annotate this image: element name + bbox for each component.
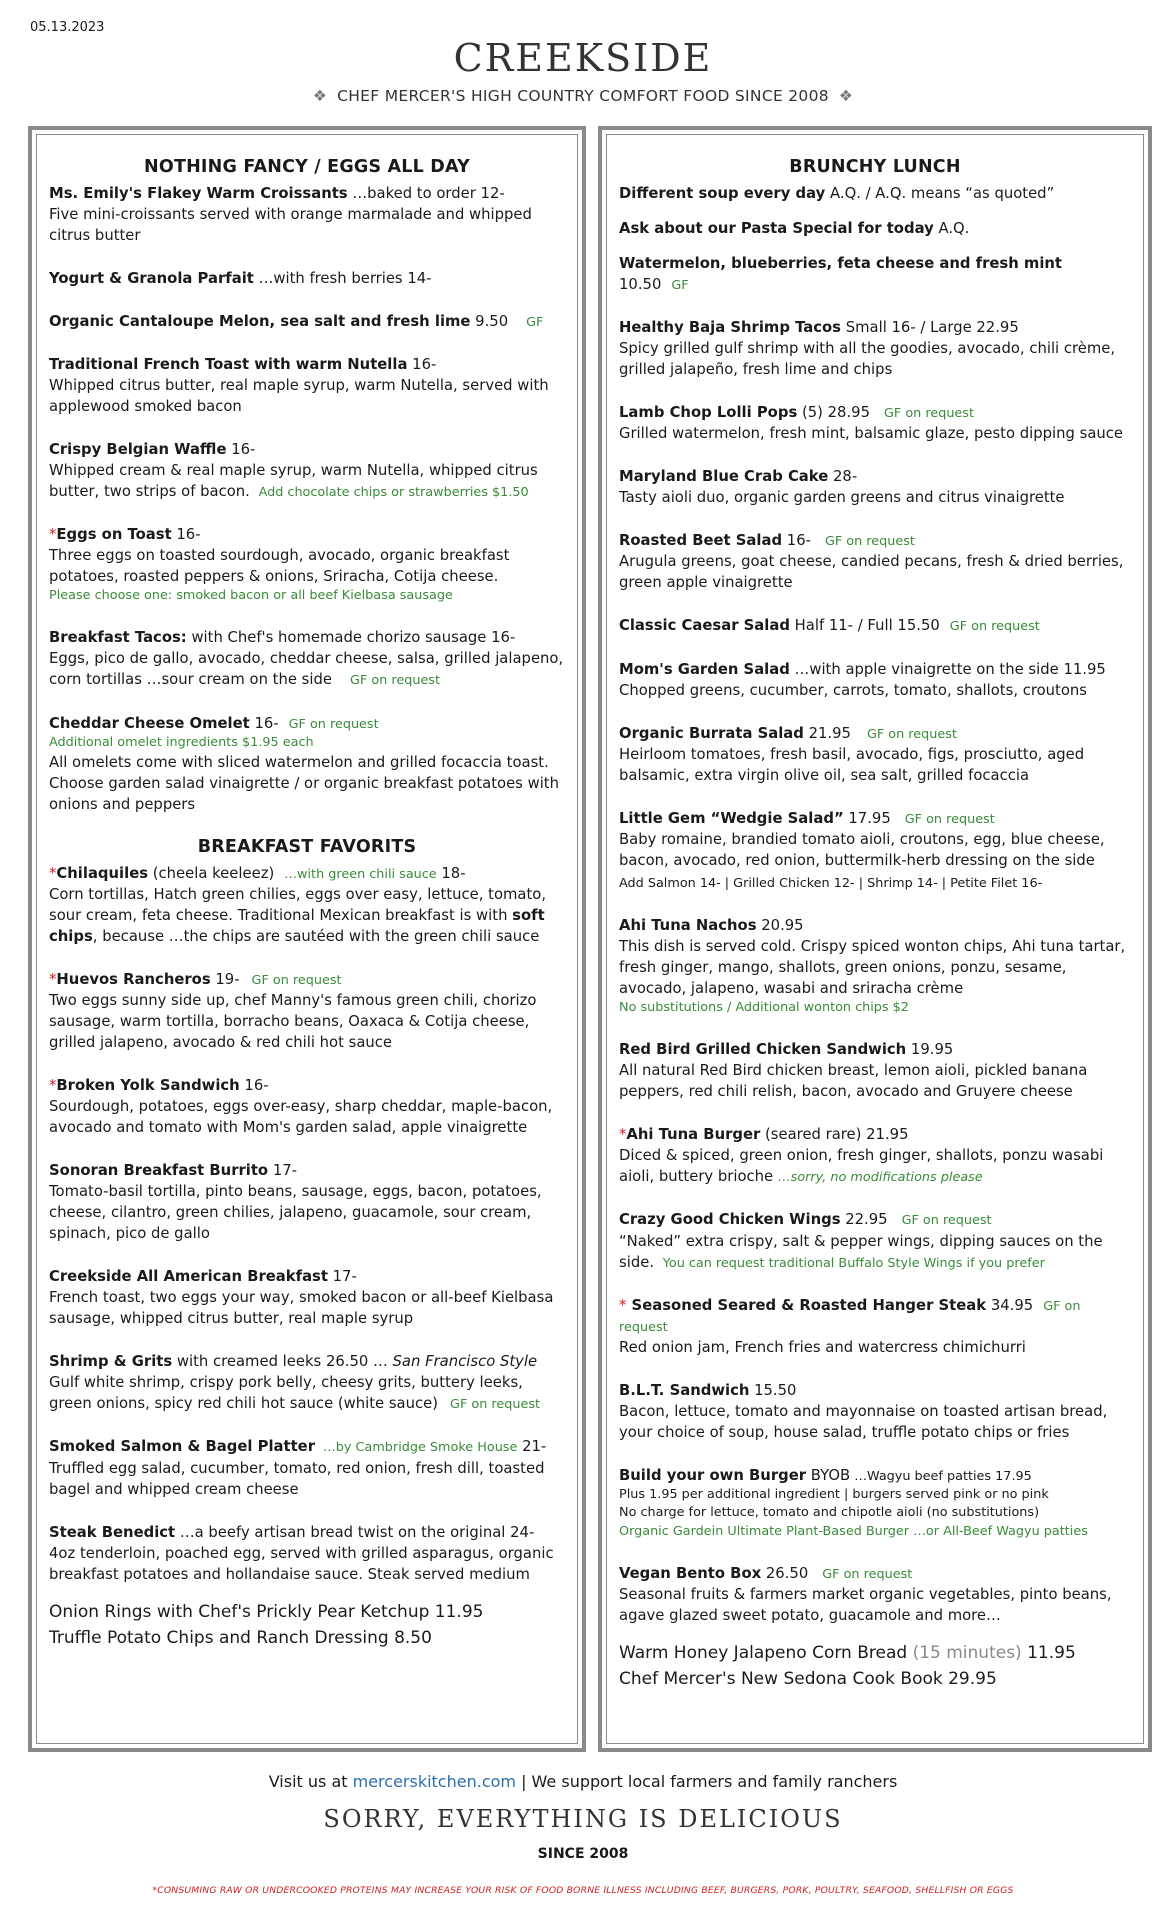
footer-visit: Visit us at mercerskitchen.com | We support local farmers and family ranchers	[268, 1772, 898, 1791]
menu-item-garden-salad	[619, 659, 1131, 701]
menu-item-breakfast-tacos	[49, 627, 565, 690]
item-price: 21-	[517, 1438, 547, 1456]
ornament-icon: ❖	[838, 87, 854, 105]
item-price: 19.95	[906, 1041, 954, 1059]
menu-item-vegan-bento	[619, 1563, 1131, 1626]
menu-item-salmon-bagel	[49, 1436, 565, 1499]
item-name: Healthy Baja Shrimp Tacos	[619, 319, 841, 337]
menu-item-beet-salad	[619, 530, 1131, 593]
raw-warning-star: *	[49, 526, 57, 544]
menu-item-soup	[619, 183, 1131, 204]
raw-warning-star: *	[49, 864, 57, 882]
item-name: Crispy Belgian Waffle	[49, 441, 227, 459]
item-description: Seasonal fruits & farmers market organic vegetables, pinto beans, agave glazed sweet potato, guacamole and more…	[619, 1585, 1112, 1624]
footer-since: SINCE 2008	[537, 1846, 629, 1862]
item-price: 17.95	[843, 809, 891, 827]
item-price: 16-	[171, 526, 201, 544]
side-truffle-chips: Truffle Potato Chips and Ranch Dressing 8.50	[49, 1627, 432, 1648]
raw-warning-star: *	[49, 1077, 57, 1095]
item-price: 19-	[210, 971, 240, 989]
item-price: 17-	[327, 1268, 357, 1286]
item-price: …baked to order 12-	[347, 185, 505, 202]
section-title-favorites: BREAKFAST FAVORITS	[197, 836, 417, 857]
side-onion-rings: Onion Rings with Chef's Prickly Pear Ketchup 11.95	[49, 1601, 484, 1622]
side-corn-bread: Warm Honey Jalapeno Corn Bread (15 minutes) 11.95	[619, 1642, 1076, 1663]
item-description: Gulf white shrimp, crispy pork belly, cheesy grits, buttery leeks, green onions, spicy red chili hot sauce (white sauce) GF on request	[49, 1374, 541, 1413]
item-name: Watermelon, blueberries, feta cheese and fresh mint	[619, 255, 1063, 272]
item-name: Chilaquiles	[56, 864, 149, 882]
menu-item-wedgie-salad	[619, 808, 1131, 893]
item-description: All omelets come with sliced watermelon and grilled focaccia toast. Choose garden salad vinaigrette / or organic breakfast potatoes with onions and peppers	[49, 753, 559, 813]
item-description: All natural Red Bird chicken breast, lemon aioli, pickled banana peppers, red chili relish, bacon, avocado and Gruyere cheese	[619, 1062, 1088, 1101]
menu-item-chicken-sandwich	[619, 1039, 1131, 1102]
item-note: You can request traditional Buffalo Style Wings if you prefer	[662, 1255, 1045, 1271]
menu-item-baja-tacos	[619, 317, 1131, 380]
menu-item-caesar	[619, 615, 1131, 636]
item-description: Red onion jam, French fries and watercress chimichurri	[619, 1339, 1026, 1357]
item-name: Vegan Bento Box	[619, 1564, 762, 1582]
item-price: A.Q.	[933, 220, 970, 237]
item-price: (5) 28.95	[797, 404, 870, 422]
salad-addons: Add Salmon 14- | Grilled Chicken 12- | Shrimp 14- | Petite Filet 16-	[619, 875, 1043, 891]
item-name: Creekside All American Breakfast	[49, 1268, 328, 1286]
item-description: Diced & spiced, green onion, fresh ginger, shallots, ponzu wasabi aioli, buttery brioche …sorry, no modifications please	[619, 1147, 1104, 1186]
menu-item-eggs-on-toast	[49, 524, 565, 605]
item-name: Breakfast Tacos:	[49, 629, 187, 647]
item-price: 16-	[407, 356, 437, 374]
sides-list	[49, 1599, 565, 1652]
gf-badge: GF on request	[824, 534, 915, 550]
item-name: Classic Caesar Salad	[619, 617, 790, 635]
item-description: Five mini-croissants served with orange marmalade and whipped citrus butter	[49, 206, 532, 244]
item-code: BYOB	[806, 1467, 851, 1485]
menu-item-chilaquiles	[49, 863, 565, 947]
item-description: 4oz tenderloin, poached egg, served with grilled asparagus, organic breakfast potatoes and hollandaise sauce. Steak served medium	[49, 1544, 554, 1583]
item-price: with Chef's homemade chorizo sausage 16-	[186, 629, 516, 647]
menu-item-pasta	[619, 218, 1131, 239]
section-title-brunchy-lunch: BRUNCHY LUNCH	[789, 157, 961, 177]
item-description: Chopped greens, cucumber, carrots, tomato, shallots, croutons	[619, 681, 1087, 699]
item-note: …with green chili sauce	[284, 866, 437, 882]
menu-item-lamb-chops	[619, 402, 1131, 444]
gf-badge: GF on request	[901, 1213, 992, 1229]
menu-item-melon	[49, 311, 565, 332]
menu-item-crab-cake	[619, 466, 1131, 508]
item-name: Little Gem “Wedgie Salad”	[619, 809, 844, 827]
item-price: 16-	[782, 532, 811, 550]
item-description: Spicy grilled gulf shrimp with all the goodies, avocado, chili crème, grilled jalapeño, fresh lime and chips	[619, 340, 1116, 379]
gf-badge: GF on request	[288, 716, 379, 732]
menu-item-chicken-wings	[619, 1209, 1131, 1272]
item-price: 16-	[239, 1077, 269, 1095]
item-name: Yogurt & Granola Parfait	[49, 270, 254, 287]
side-cook-book: Chef Mercer's New Sedona Cook Book 29.95	[619, 1669, 997, 1690]
sides-list	[619, 1640, 1131, 1693]
menu-item-tuna-burger	[619, 1124, 1131, 1187]
item-price: 9.50	[470, 313, 509, 330]
item-style: San Francisco Style	[392, 1353, 538, 1371]
item-name: Smoked Salmon & Bagel Platter	[49, 1438, 315, 1456]
restaurant-brand: CREEKSIDE	[453, 36, 713, 80]
section-title-eggs: NOTHING FANCY / EGGS ALL DAY	[144, 157, 470, 177]
item-description: This dish is served cold. Crispy spiced wonton chips, Ahi tuna tartar, fresh ginger, mango, shallots, green onions, ponzu, sesame, avocado, jalapeno, wasabi and sriracha crème	[619, 938, 1126, 998]
menu-item-parfait	[49, 268, 565, 289]
item-name: Maryland Blue Crab Cake	[619, 468, 829, 486]
item-price: …Wagyu beef patties 17.95	[850, 1469, 1032, 1485]
item-note: Please choose one: smoked bacon or all beef Kielbasa sausage	[49, 588, 453, 604]
gf-badge: GF on request	[450, 1397, 541, 1413]
item-price: 17-	[268, 1162, 297, 1180]
item-name: Steak Benedict	[49, 1523, 176, 1541]
item-name: Seasoned Seared & Roasted Hanger Steak	[626, 1296, 987, 1314]
menu-item-huevos-rancheros	[49, 969, 565, 1053]
item-name: Shrimp & Grits	[49, 1353, 173, 1371]
gf-badge: GF on request	[949, 619, 1040, 635]
item-name: Lamb Chop Lolli Pops	[619, 404, 798, 422]
item-description: Plus 1.95 per additional ingredient | burgers served pink or no pink	[619, 1487, 1049, 1503]
item-price: …a beefy artisan bread twist on the original 24-	[175, 1523, 535, 1541]
item-description: Truffled egg salad, cucumber, tomato, red onion, fresh dill, toasted bagel and whipped cream cheese	[49, 1459, 545, 1498]
website-link[interactable]: mercerskitchen.com	[352, 1772, 516, 1791]
item-name: Eggs on Toast	[56, 526, 172, 544]
item-price: Half 11- / Full 15.50	[789, 617, 940, 635]
gf-badge: GF on request	[251, 973, 342, 989]
gf-badge: GF on request	[822, 1566, 913, 1582]
item-price: 28-	[828, 468, 858, 486]
item-name: Build your own Burger	[619, 1467, 807, 1485]
menu-item-croissants	[49, 183, 565, 246]
menu-item-waffle	[49, 439, 565, 502]
raw-warning-star: *	[619, 1296, 627, 1314]
item-description: Grilled watermelon, fresh mint, balsamic glaze, pesto dipping sauce	[619, 425, 1124, 443]
item-price: 34.95	[986, 1296, 1034, 1314]
item-description: Tomato-basil tortilla, pinto beans, sausage, eggs, bacon, potatoes, cheese, cilantro, green chilies, jalapeno, guacamole, sour cream, spinach, pico de gallo	[49, 1183, 542, 1243]
item-note: Organic Gardein Ultimate Plant-Based Burger …or All-Beef Wagyu patties	[619, 1523, 1088, 1539]
menu-item-byob	[619, 1465, 1131, 1541]
menu-item-steak-benedict	[49, 1522, 565, 1585]
item-description: Sourdough, potatoes, eggs over-easy, sharp cheddar, maple-bacon, avocado and tomato with Mom's garden salad, apple vinaigrette	[49, 1098, 553, 1137]
menu-item-burrito	[49, 1160, 565, 1244]
item-description: Two eggs sunny side up, chef Manny's famous green chili, chorizo sausage, warm tortilla, borracho beans, Oaxaca & Cotija cheese, grilled jalapeno, avocado & red chili hot sauce	[49, 992, 537, 1052]
gf-badge: GF on request	[866, 726, 957, 742]
item-description: “Naked” extra crispy, salt & pepper wings, dipping sauces on the side. You can request traditional Buffalo Style Wings if you prefer	[619, 1232, 1103, 1271]
item-name: Organic Cantaloupe Melon, sea salt and fresh lime	[49, 313, 471, 330]
left-menu-panel	[28, 126, 586, 1752]
item-price: 21.95	[803, 724, 851, 742]
gf-badge: GF	[671, 278, 689, 293]
food-safety-disclaimer: *CONSUMING RAW OR UNDERCOOKED PROTEINS MAY INCREASE YOUR RISK OF FOOD BORNE ILLNESS INCLUDING BEEF, BURGERS, PORK, POULTRY, SEAFOOD, SHELLFISH OR EGGS	[152, 1885, 1014, 1896]
item-description: Bacon, lettuce, tomato and mayonnaise on toasted artisan bread, your choice of soup, house salad, truffle potato chips or fries	[619, 1403, 1108, 1442]
footer-slogan: SORRY, EVERYTHING IS DELICIOUS	[323, 1805, 843, 1833]
item-price: 16-	[226, 441, 256, 459]
item-description: Arugula greens, goat cheese, candied pecans, fresh & dried berries, green apple vinaigrette	[619, 553, 1124, 592]
menu-item-hanger-steak	[619, 1295, 1131, 1358]
item-price: Small 16- / Large 22.95	[841, 319, 1019, 337]
item-note: Additional omelet ingredients $1.95 each	[49, 734, 314, 750]
item-price: A.Q. / A.Q. means “as quoted”	[825, 185, 1055, 202]
menu-item-blt	[619, 1380, 1131, 1443]
item-price: 16-	[249, 714, 279, 732]
item-name: Organic Burrata Salad	[619, 724, 804, 742]
gf-badge: GF on request	[619, 1298, 1081, 1335]
item-name: Sonoran Breakfast Burrito	[49, 1162, 269, 1180]
item-name: Broken Yolk Sandwich	[56, 1077, 240, 1095]
menu-item-broken-yolk	[49, 1075, 565, 1138]
item-name: Red Bird Grilled Chicken Sandwich	[619, 1041, 907, 1059]
raw-warning-star: *	[619, 1126, 627, 1144]
item-name: Ask about our Pasta Special for today	[619, 220, 934, 237]
item-name: Ahi Tuna Nachos	[619, 917, 757, 935]
menu-item-all-american	[49, 1266, 565, 1329]
item-price: 15.50	[749, 1382, 797, 1400]
item-name: Huevos Rancheros	[56, 971, 211, 989]
menu-item-watermelon	[619, 253, 1131, 295]
item-name: Different soup every day	[619, 185, 826, 202]
item-price: 10.50	[619, 276, 662, 293]
item-price: 18-	[436, 864, 466, 882]
item-note: Add chocolate chips or strawberries $1.50	[258, 485, 529, 501]
gf-badge: GF on request	[350, 673, 440, 689]
ornament-icon: ❖	[312, 87, 328, 105]
item-description: Whipped cream & real maple syrup, warm Nutella, whipped citrus butter, two strips of bacon. Add chocolate chips or strawberries $1.50	[49, 462, 538, 501]
gf-badge: GF on request	[883, 406, 974, 422]
menu-item-shrimp-grits	[49, 1351, 565, 1414]
item-note: No substitutions / Additional wonton chips $2	[619, 1000, 909, 1016]
item-price: with creamed leeks 26.50 …	[172, 1353, 393, 1371]
gf-badge: GF on request	[904, 811, 995, 827]
menu-item-omelet	[49, 713, 565, 815]
right-menu-panel	[598, 126, 1152, 1752]
item-note: …sorry, no modifications please	[777, 1170, 983, 1186]
item-pronunciation: (cheela keeleez)	[148, 864, 275, 882]
item-description: French toast, two eggs your way, smoked bacon or all-beef Kielbasa sausage, whipped citrus butter, real maple syrup	[49, 1289, 554, 1328]
item-note: …by Cambridge Smoke House	[323, 1440, 518, 1456]
tagline-text: CHEF MERCER'S HIGH COUNTRY COMFORT FOOD SINCE 2008	[337, 87, 829, 105]
item-price: 20.95	[756, 917, 804, 935]
item-description: Corn tortillas, Hatch green chilies, eggs over easy, lettuce, tomato, sour cream, feta cheese. Traditional Mexican breakfast is with soft chips, because …the chips are sautéed with the green chili sauce	[49, 886, 547, 946]
menu-item-french-toast	[49, 354, 565, 417]
item-name: Roasted Beet Salad	[619, 532, 783, 550]
item-name: Ms. Emily's Flakey Warm Croissants	[49, 185, 348, 202]
menu-item-tuna-nachos	[619, 915, 1131, 1017]
item-description: Three eggs on toasted sourdough, avocado, organic breakfast potatoes, roasted peppers & onions, Sriracha, Cotija cheese.	[49, 547, 510, 586]
gf-badge: GF	[526, 315, 544, 330]
item-price: (seared rare) 21.95	[760, 1126, 909, 1144]
item-price: 22.95	[840, 1211, 888, 1229]
item-description: Heirloom tomatoes, fresh basil, avocado, figs, prosciutto, aged balsamic, extra virgin olive oil, sea salt, grilled focaccia	[619, 745, 1085, 784]
item-name: Cheddar Cheese Omelet	[49, 714, 250, 732]
item-description: Tasty aioli duo, organic garden greens and citrus vinaigrette	[619, 489, 1065, 507]
item-description: Whipped citrus butter, real maple syrup, warm Nutella, served with applewood smoked bacon	[49, 377, 549, 416]
item-name: Crazy Good Chicken Wings	[619, 1211, 841, 1229]
item-name: Traditional French Toast with warm Nutella	[49, 356, 408, 374]
item-name: Ahi Tuna Burger	[626, 1126, 761, 1144]
raw-warning-star: *	[49, 971, 57, 989]
item-description: Eggs, pico de gallo, avocado, cheddar cheese, salsa, grilled jalapeno, corn tortillas …sour cream on the side GF on request	[49, 650, 564, 689]
item-price: 26.50	[761, 1564, 809, 1582]
menu-item-burrata	[619, 723, 1131, 786]
item-description: Baby romaine, brandied tomato aioli, croutons, egg, blue cheese, bacon, avocado, red onion, buttermilk-herb dressing on the side	[619, 830, 1105, 869]
item-price: …with fresh berries 14-	[253, 270, 432, 287]
item-description: No charge for lettuce, tomato and chipotle aioli (no substitutions)	[619, 1505, 1040, 1521]
item-name: Mom's Garden Salad	[619, 660, 790, 678]
menu-date: 05.13.2023	[30, 20, 105, 35]
tagline	[0, 87, 1166, 105]
item-price: …with apple vinaigrette on the side 11.95	[789, 660, 1106, 678]
item-name: B.L.T. Sandwich	[619, 1382, 750, 1400]
